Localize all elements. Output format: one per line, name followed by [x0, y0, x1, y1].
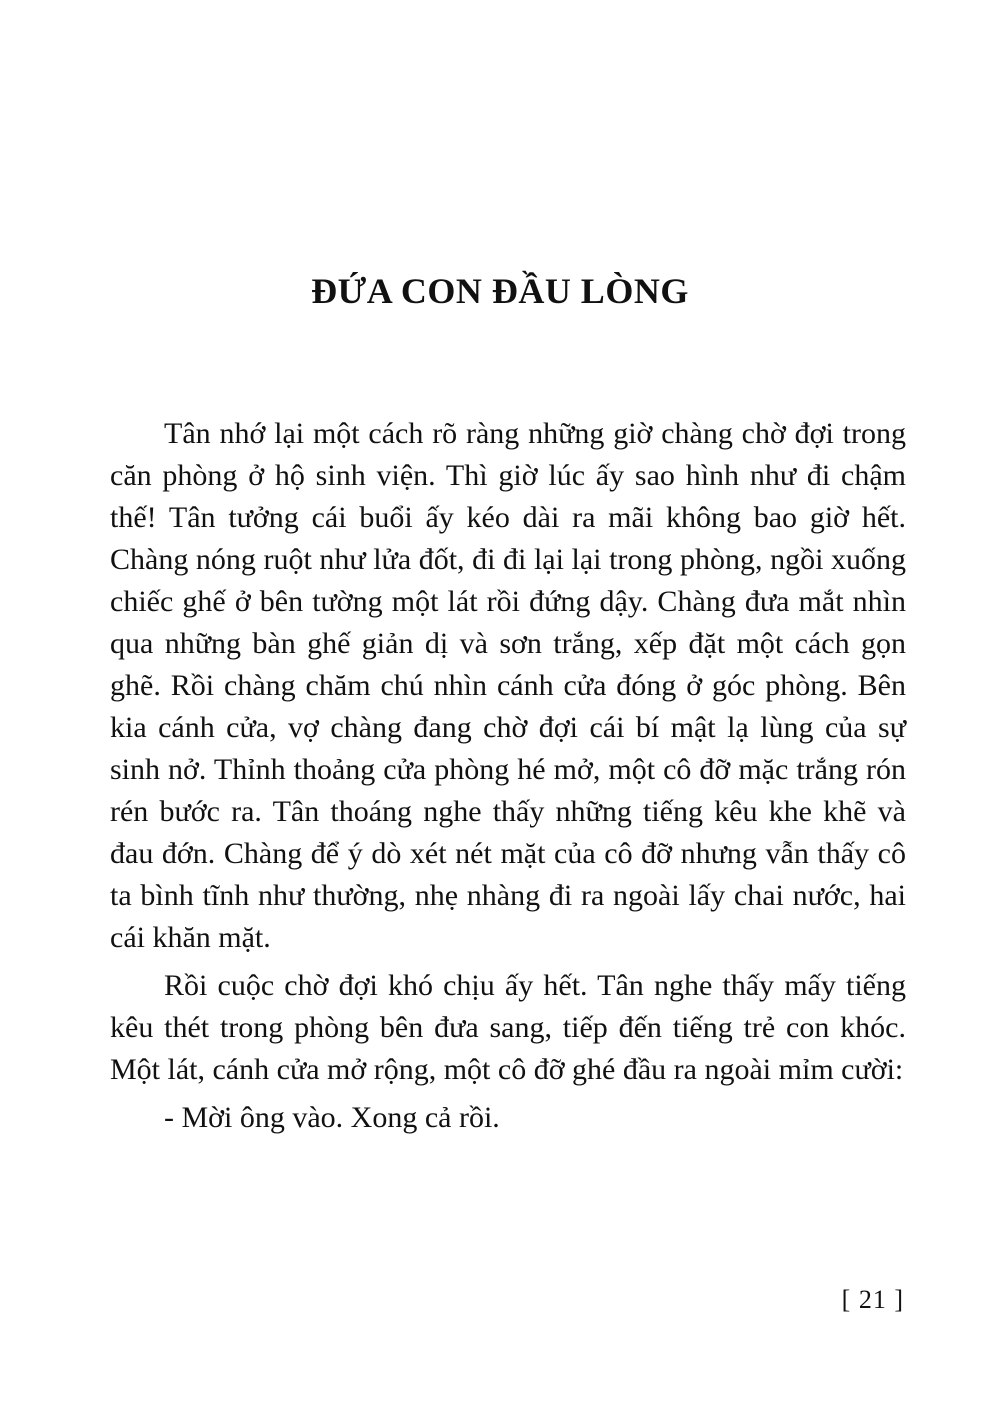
- paragraph-3: - Mời ông vào. Xong cả rồi.: [164, 1101, 500, 1134]
- body-text: [110, 413, 906, 1139]
- chapter-title: ĐỨA CON ĐẦU LÒNG: [311, 271, 689, 311]
- page-number: [ 21 ]: [841, 1285, 904, 1314]
- paragraph-2: Rồi cuộc chờ đợi khó chịu ấy hết. Tân nghe thấy mấy tiếng kêu thét trong phòng bên đưa sang, tiếp đến tiếng trẻ con khóc. Một lát, cánh cửa mở rộng, một cô đỡ ghé đầu ra ngoài mỉm cười:: [110, 969, 906, 1086]
- paragraph-1: Tân nhớ lại một cách rõ ràng những giờ chàng chờ đợi trong căn phòng ở hộ sinh viện. Thì giờ lúc ấy sao hình như đi chậm thế! Tân tưởng cái buổi ấy kéo dài ra mãi không bao giờ hết. Chàng nóng ruột như lửa đốt, đi đi lại lại trong phòng, ngồi xuống chiếc ghế ở bên tường một lát rồi đứng dậy. Chàng đưa mắt nhìn qua những bàn ghế giản dị và sơn trắng, xếp đặt một cách gọn ghẽ. Rồi chàng chăm chú nhìn cánh cửa đóng ở góc phòng. Bên kia cánh cửa, vợ chàng đang chờ đợi cái bí mật lạ lùng của sự sinh nở. Thỉnh thoảng cửa phòng hé mở, một cô đỡ mặc trắng rón rén bước ra. Tân thoáng nghe thấy những tiếng kêu khe khẽ và đau đớn. Chàng để ý dò xét nét mặt của cô đỡ nhưng vẫn thấy cô ta bình tĩnh như thường, nhẹ nhàng đi ra ngoài lấy chai nước, hai cái khăn mặt.: [110, 417, 906, 954]
